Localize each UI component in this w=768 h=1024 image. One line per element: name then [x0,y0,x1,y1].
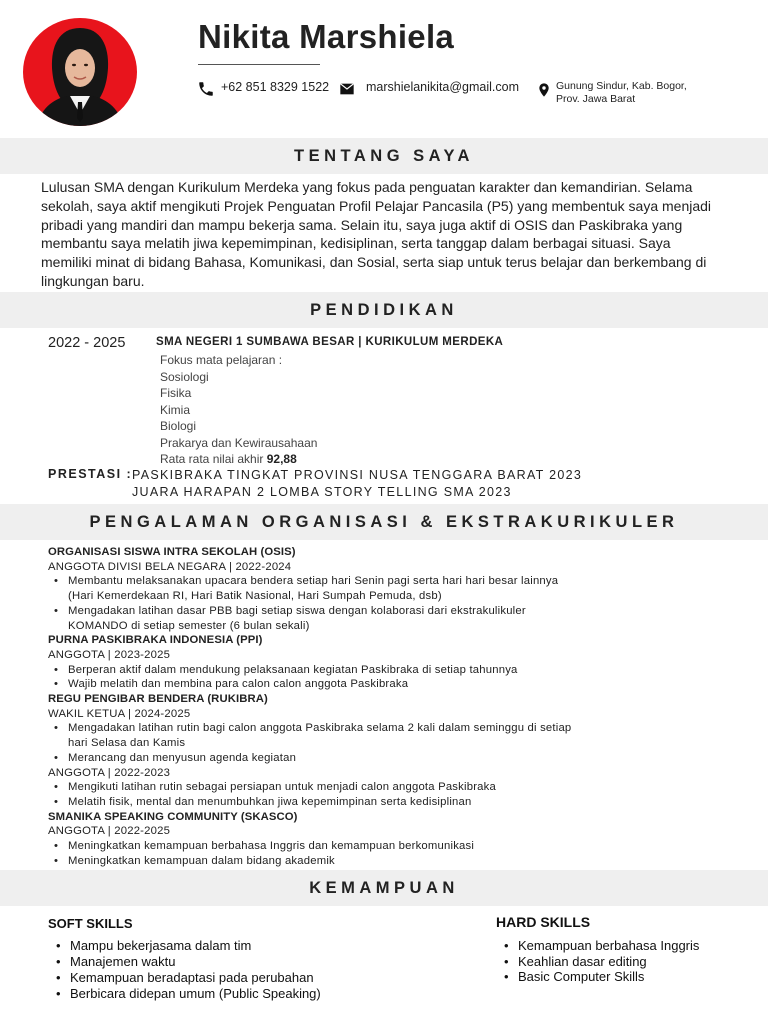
profile-photo [23,18,137,126]
resume-header [0,0,768,138]
phone-number: +62 851 8329 1522 [221,80,330,94]
org-duties [48,574,738,633]
duty-item: • Meningkatkan kemampuan berbahasa Inggris dan kemampuan berkomunikasi [48,839,738,854]
org-duties [48,721,738,765]
duty-item: • Mengikuti latihan rutin sebagai persiapan untuk menjadi calon anggota Paskibraka [48,780,738,795]
address [556,80,687,106]
section-header-skills [0,870,768,906]
about-paragraph: Lulusan SMA dengan Kurikulum Merdeka yang fokus pada penguatan karakter dan kemandirian. Selama sekolah, saya aktif mengikuti Projek Penguatan Profil Pelajar Pancasila (P5) yang membentuk saya menjadi pribadi yang mandiri dan mampu bekerja sama. Selain itu, saya juga aktif di OSIS dan Paskibraka yang membantu saya melatih jiwa kepemimpinan, kedisiplinan, serta tanggap dalam berbagai situasi. Saya memiliki minat di bidang Bahasa, Komunikasi, dan Sosial, serta siap untuk terus belajar dan berkembang di lingkungan baru. [41,179,712,289]
email-address: marshielanikita@gmail.com [366,80,520,94]
soft-skill-item: • Mampu bekerjasama dalam tim [48,938,321,954]
full-name: Nikita Marshiela [198,18,455,55]
achievements-label: PRESTASI : [48,467,133,481]
section-title-skills: KEMAMPUAN [309,878,459,897]
achievement-item: JUARA HARAPAN 2 LOMBA STORY TELLING SMA 2023 [132,485,512,499]
org-title: ORGANISASI SISWA INTRA SEKOLAH (OSIS) [48,546,296,558]
org-duties [48,780,738,809]
org-role: ANGGOTA DIVISI BELA NEGARA | 2022-2024 [48,560,292,573]
grade-label: Rata rata nilai akhir [160,452,264,466]
mail-icon [336,81,358,97]
subject-item: Kimia [160,402,191,417]
address-line-2: Prov. Jawa Barat [556,93,636,105]
profile-photo-illustration [23,18,137,126]
section-title-about: TENTANG SAYA [294,146,474,165]
duty-item: • Berperan aktif dalam mendukung pelaksanaan kegiatan Paskibraka di setiap tahunnya [48,663,738,678]
subject-item: Sosiologi [160,369,209,384]
name-underline [198,64,320,65]
organisation-list [48,545,738,868]
duty-item: • Merancang dan menyusun agenda kegiatan [48,751,738,766]
phone-icon [197,80,215,98]
duty-line: • Membantu melaksanakan upacara bendera setiap hari Senin pagi serta hari hari besar lainnya [68,575,559,588]
education-years: 2022 - 2025 [48,335,126,351]
hard-skills-title: HARD SKILLS [496,914,591,930]
location-pin-icon [536,80,552,100]
soft-skill-item: • Kemampuan beradaptasi pada perubahan [48,970,321,986]
focus-label: Fokus mata pelajaran : [160,353,283,367]
section-title-organisation: PENGALAMAN ORGANISASI & EKSTRAKURIKULER [89,512,679,531]
section-title-education: PENDIDIKAN [310,300,458,319]
org-role: ANGGOTA | 2022-2025 [48,825,171,838]
duty-line: • Mengadakan latihan dasar PBB bagi setiap siswa dengan kolaborasi dari ekstrakulikuler [68,604,526,617]
address-line-1: Gunung Sindur, Kab. Bogor, [556,80,687,92]
duty-item [48,604,738,633]
education-details [160,352,317,468]
section-header-about [0,138,768,174]
hard-skill-item: • Keahlian dasar editing [496,954,699,970]
subject-item: Biologi [160,419,197,433]
org-title: SMANIKA SPEAKING COMMUNITY (SKASCO) [48,810,298,823]
achievements-list [132,467,582,501]
org-duties [48,663,738,692]
phone-contact[interactable] [197,80,329,98]
org-duties [48,839,738,868]
school-name: SMA NEGERI 1 SUMBAWA BESAR | KURIKULUM MERDEKA [156,336,504,348]
section-header-education [0,292,768,328]
achievement-item: PASKIBRAKA TINGKAT PROVINSI NUSA TENGGARA BARAT 2023 [132,468,583,482]
org-role: ANGGOTA | 2023-2025 [48,648,171,661]
duty-item: • Wajib melatih dan membina para calon calon anggota Paskibraka [48,677,738,692]
section-header-organisation [0,504,768,540]
grade-value: 92,88 [266,452,297,466]
duty-item [48,721,738,750]
org-role: ANGGOTA | 2022-2023 [48,766,171,779]
org-title: REGU PENGIBAR BENDERA (RUKIBRA) [48,693,268,706]
subject-item: Prakarya dan Kewirausahaan [160,435,318,450]
soft-skills-title: SOFT SKILLS [48,916,133,931]
org-title: PURNA PASKIBRAKA INDONESIA (PPI) [48,634,263,647]
duty-line: • Mengadakan latihan rutin bagi calon anggota Paskibraka selama 2 kali dalam seminggu di setiap [68,722,572,735]
duty-line: (Hari Kemerdekaan RI, Hari Batik Nasional, Hari Sumpah Pemuda, dsb) [68,590,442,603]
hard-skill-item: • Basic Computer Skills [496,969,699,985]
duty-line: hari Selasa dan Kamis [68,737,186,750]
duty-item: • Melatih fisik, mental dan menumbuhkan jiwa kepemimpinan serta kedisiplinan [48,795,738,810]
org-role: WAKIL KETUA | 2024-2025 [48,707,191,720]
soft-skill-item: • Manajemen waktu [48,954,321,970]
hard-skill-item: • Kemampuan berbahasa Inggris [496,938,699,954]
address-contact [536,80,687,106]
duty-item [48,574,738,603]
soft-skills-list [48,938,321,1002]
duty-item: • Meningkatkan kemampuan dalam bidang akademik [48,854,738,869]
duty-line: KOMANDO di setiap semester (6 bulan sekali) [68,619,310,632]
soft-skill-item: • Berbicara didepan umum (Public Speaking) [48,986,321,1002]
final-grade [160,451,317,468]
subject-item: Fisika [160,386,192,400]
hard-skills-list [496,938,699,985]
email-contact[interactable] [336,80,519,97]
